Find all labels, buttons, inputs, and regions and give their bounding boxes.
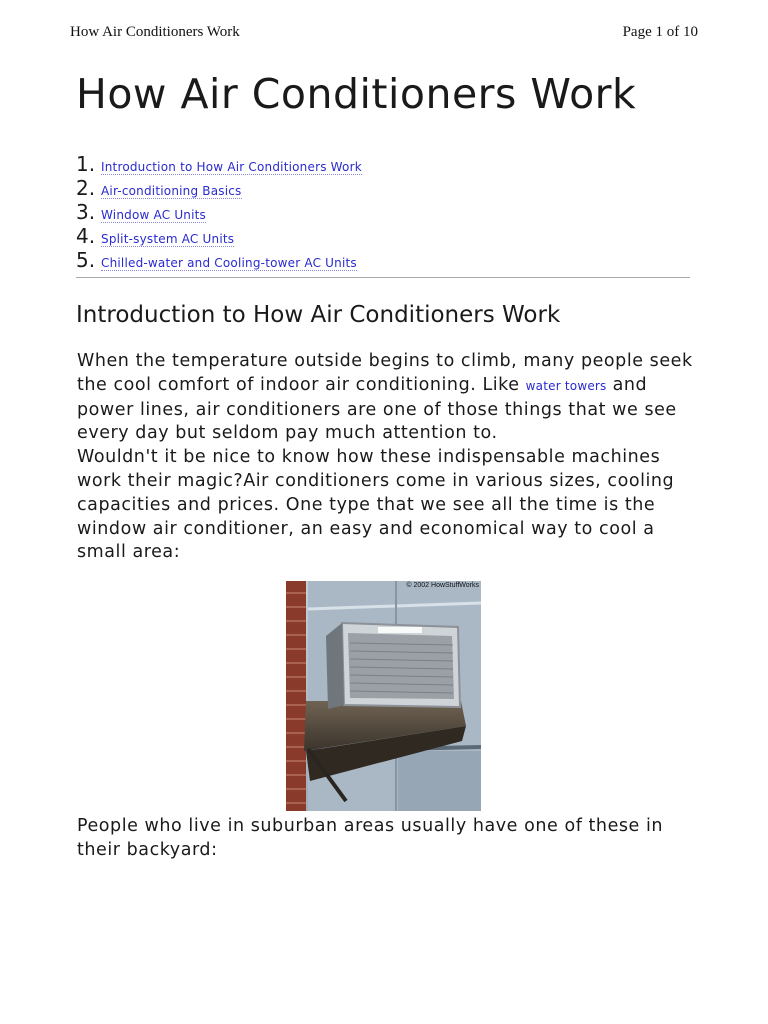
toc-number: 4. bbox=[76, 224, 96, 248]
running-header bbox=[70, 24, 698, 41]
toc-link-chilled-water[interactable]: Chilled-water and Cooling-tower AC Units bbox=[101, 256, 357, 270]
header-page-indicator: Page 1 of 10 bbox=[622, 24, 698, 40]
toc-item bbox=[76, 200, 362, 224]
page-title: How Air Conditioners Work bbox=[76, 70, 637, 118]
intro-text-end: and power lines, air conditioners are one of those things that we see every day but seldom pay much attention to. bbox=[77, 374, 677, 444]
table-of-contents bbox=[76, 152, 362, 272]
window-ac-photo bbox=[286, 581, 481, 811]
toc-number: 2. bbox=[76, 176, 96, 200]
toc-link-basics[interactable]: Air-conditioning Basics bbox=[101, 184, 242, 198]
intro-text-start: When the temperature outside begins to climb, many people seek the cool comfort of indoor air conditioning. Like bbox=[77, 351, 693, 395]
toc-number: 1. bbox=[76, 152, 96, 176]
intro-paragraph bbox=[77, 350, 697, 565]
header-doc-title: How Air Conditioners Work bbox=[70, 24, 240, 40]
figure-copyright: © 2002 HowStuffWorks bbox=[406, 582, 479, 589]
window-ac-paragraph: Wouldn't it be nice to know how these indispensable machines work their magic?Air conditioners come in various sizes, cooling capacities and prices. One type that we see all the time is the window air conditioner, an easy and economical way to cool a small area: bbox=[77, 447, 675, 563]
toc-number: 5. bbox=[76, 248, 96, 272]
suburban-paragraph: People who live in suburban areas usually have one of these in their backyard: bbox=[77, 816, 664, 860]
toc-item bbox=[76, 176, 362, 200]
toc-number: 3. bbox=[76, 200, 96, 224]
toc-link-introduction[interactable]: Introduction to How Air Conditioners Work bbox=[101, 160, 362, 174]
toc-link-split-system[interactable]: Split-system AC Units bbox=[101, 232, 235, 246]
toc-link-window-units[interactable]: Window AC Units bbox=[101, 208, 206, 222]
toc-item bbox=[76, 152, 362, 176]
toc-item bbox=[76, 224, 362, 248]
water-towers-link[interactable]: water towers bbox=[525, 378, 607, 393]
divider bbox=[76, 277, 690, 278]
section-heading: Introduction to How Air Conditioners Work bbox=[76, 302, 561, 328]
window-ac-illustration bbox=[286, 581, 481, 811]
toc-item bbox=[76, 248, 362, 272]
